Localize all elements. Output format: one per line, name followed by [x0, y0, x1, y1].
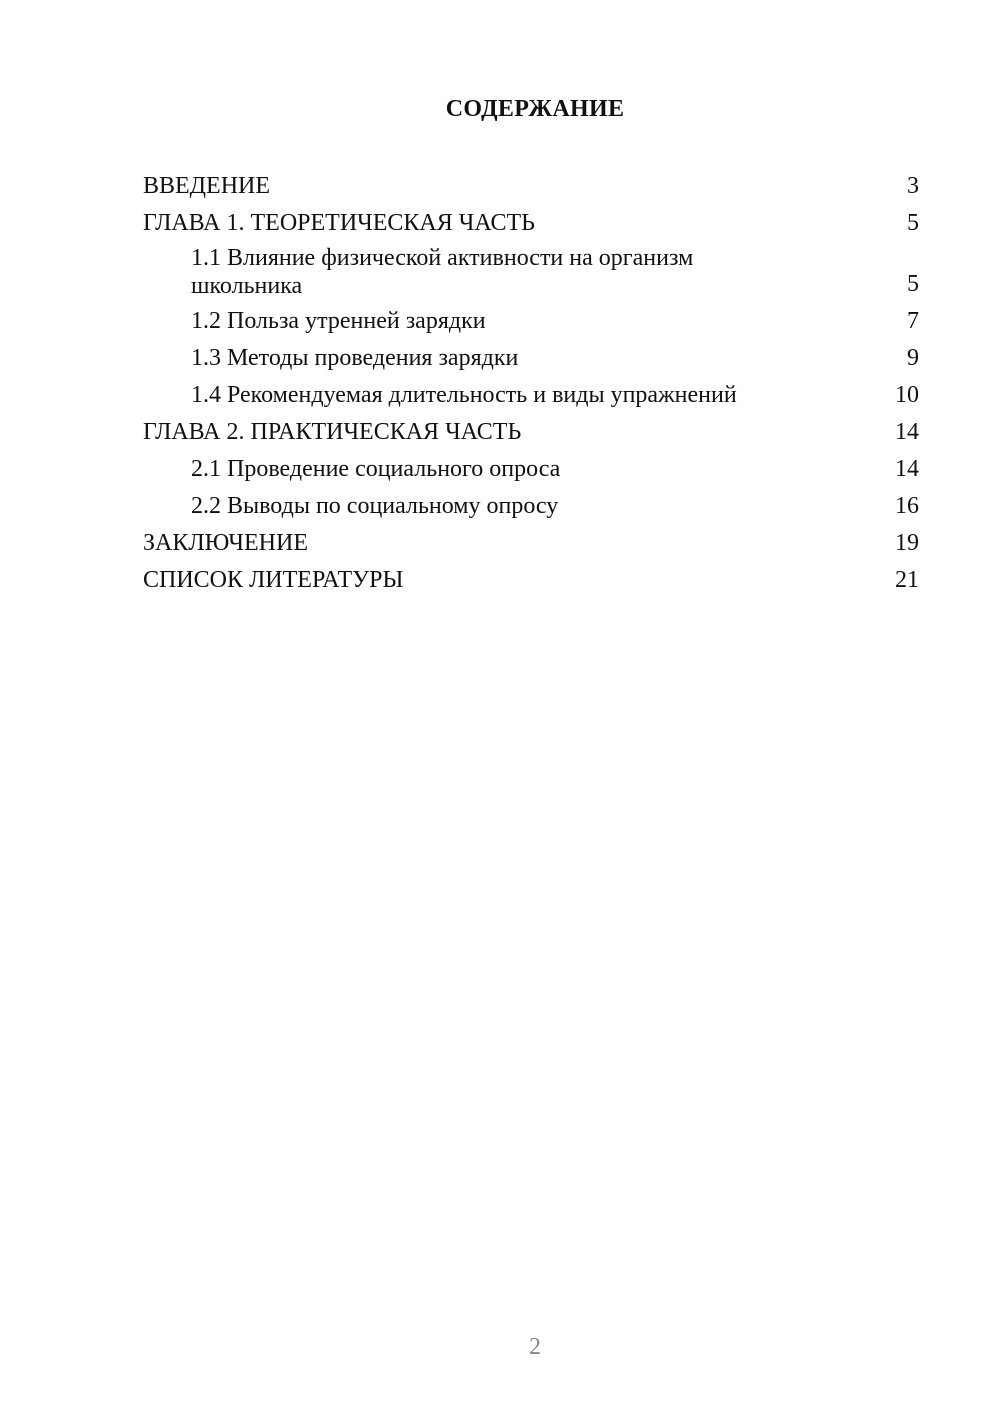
- toc-entry-page: 21: [895, 567, 919, 593]
- toc-entry-bibliography[interactable]: [143, 562, 919, 599]
- toc-entry-text: СПИСОК ЛИТЕРАТУРЫ: [143, 567, 404, 593]
- page-title: СОДЕРЖАНИЕ: [445, 96, 625, 122]
- toc-entry-text: 1.2 Польза утренней зарядки: [191, 308, 486, 334]
- toc-entry-section-1-3[interactable]: [143, 340, 919, 377]
- toc-entry-section-1-2[interactable]: [143, 303, 919, 340]
- toc-entry-conclusion[interactable]: [143, 525, 919, 562]
- toc-entry-text: ГЛАВА 2. ПРАКТИЧЕСКАЯ ЧАСТЬ: [143, 419, 522, 445]
- toc-entry-page: 14: [895, 456, 919, 482]
- toc-entry-page: 3: [907, 173, 919, 199]
- toc-entry-text: ГЛАВА 1. ТЕОРЕТИЧЕСКАЯ ЧАСТЬ: [143, 210, 535, 236]
- toc-entry-text: 2.2 Выводы по социальному опросу: [191, 493, 559, 519]
- toc-entry-page: 9: [907, 345, 919, 371]
- toc-entry-text: ЗАКЛЮЧЕНИЕ: [143, 530, 308, 556]
- toc-entry-page: 10: [895, 382, 919, 408]
- toc-entry-page: 5: [907, 210, 919, 236]
- toc-entry-section-2-1[interactable]: [143, 451, 919, 488]
- toc-entry-section-1-1[interactable]: [143, 242, 919, 303]
- toc-entry-introduction[interactable]: [143, 168, 919, 205]
- toc-entry-section-2-2[interactable]: [143, 488, 919, 525]
- toc-entry-chapter-2[interactable]: [143, 414, 919, 451]
- toc-entry-text: ВВЕДЕНИЕ: [143, 173, 271, 199]
- page-number: 2: [529, 1334, 541, 1360]
- toc-entry-text: 1.3 Методы проведения зарядки: [191, 345, 519, 371]
- toc-entry-page: 7: [907, 308, 919, 334]
- toc-entry-text: 1.1 Влияние физической активности на организм школьника: [191, 245, 694, 299]
- table-of-contents: [143, 168, 919, 599]
- toc-entry-page: 14: [895, 419, 919, 445]
- toc-entry-chapter-1[interactable]: [143, 205, 919, 242]
- toc-entry-text: 1.4 Рекомендуемая длительность и виды упражнений: [191, 382, 737, 408]
- toc-entry-page: 19: [895, 530, 919, 556]
- toc-entry-text: 2.1 Проведение социального опроса: [191, 456, 561, 482]
- toc-entry-section-1-4[interactable]: [143, 377, 919, 414]
- toc-entry-page: 16: [895, 493, 919, 519]
- toc-entry-page: 5: [907, 271, 919, 297]
